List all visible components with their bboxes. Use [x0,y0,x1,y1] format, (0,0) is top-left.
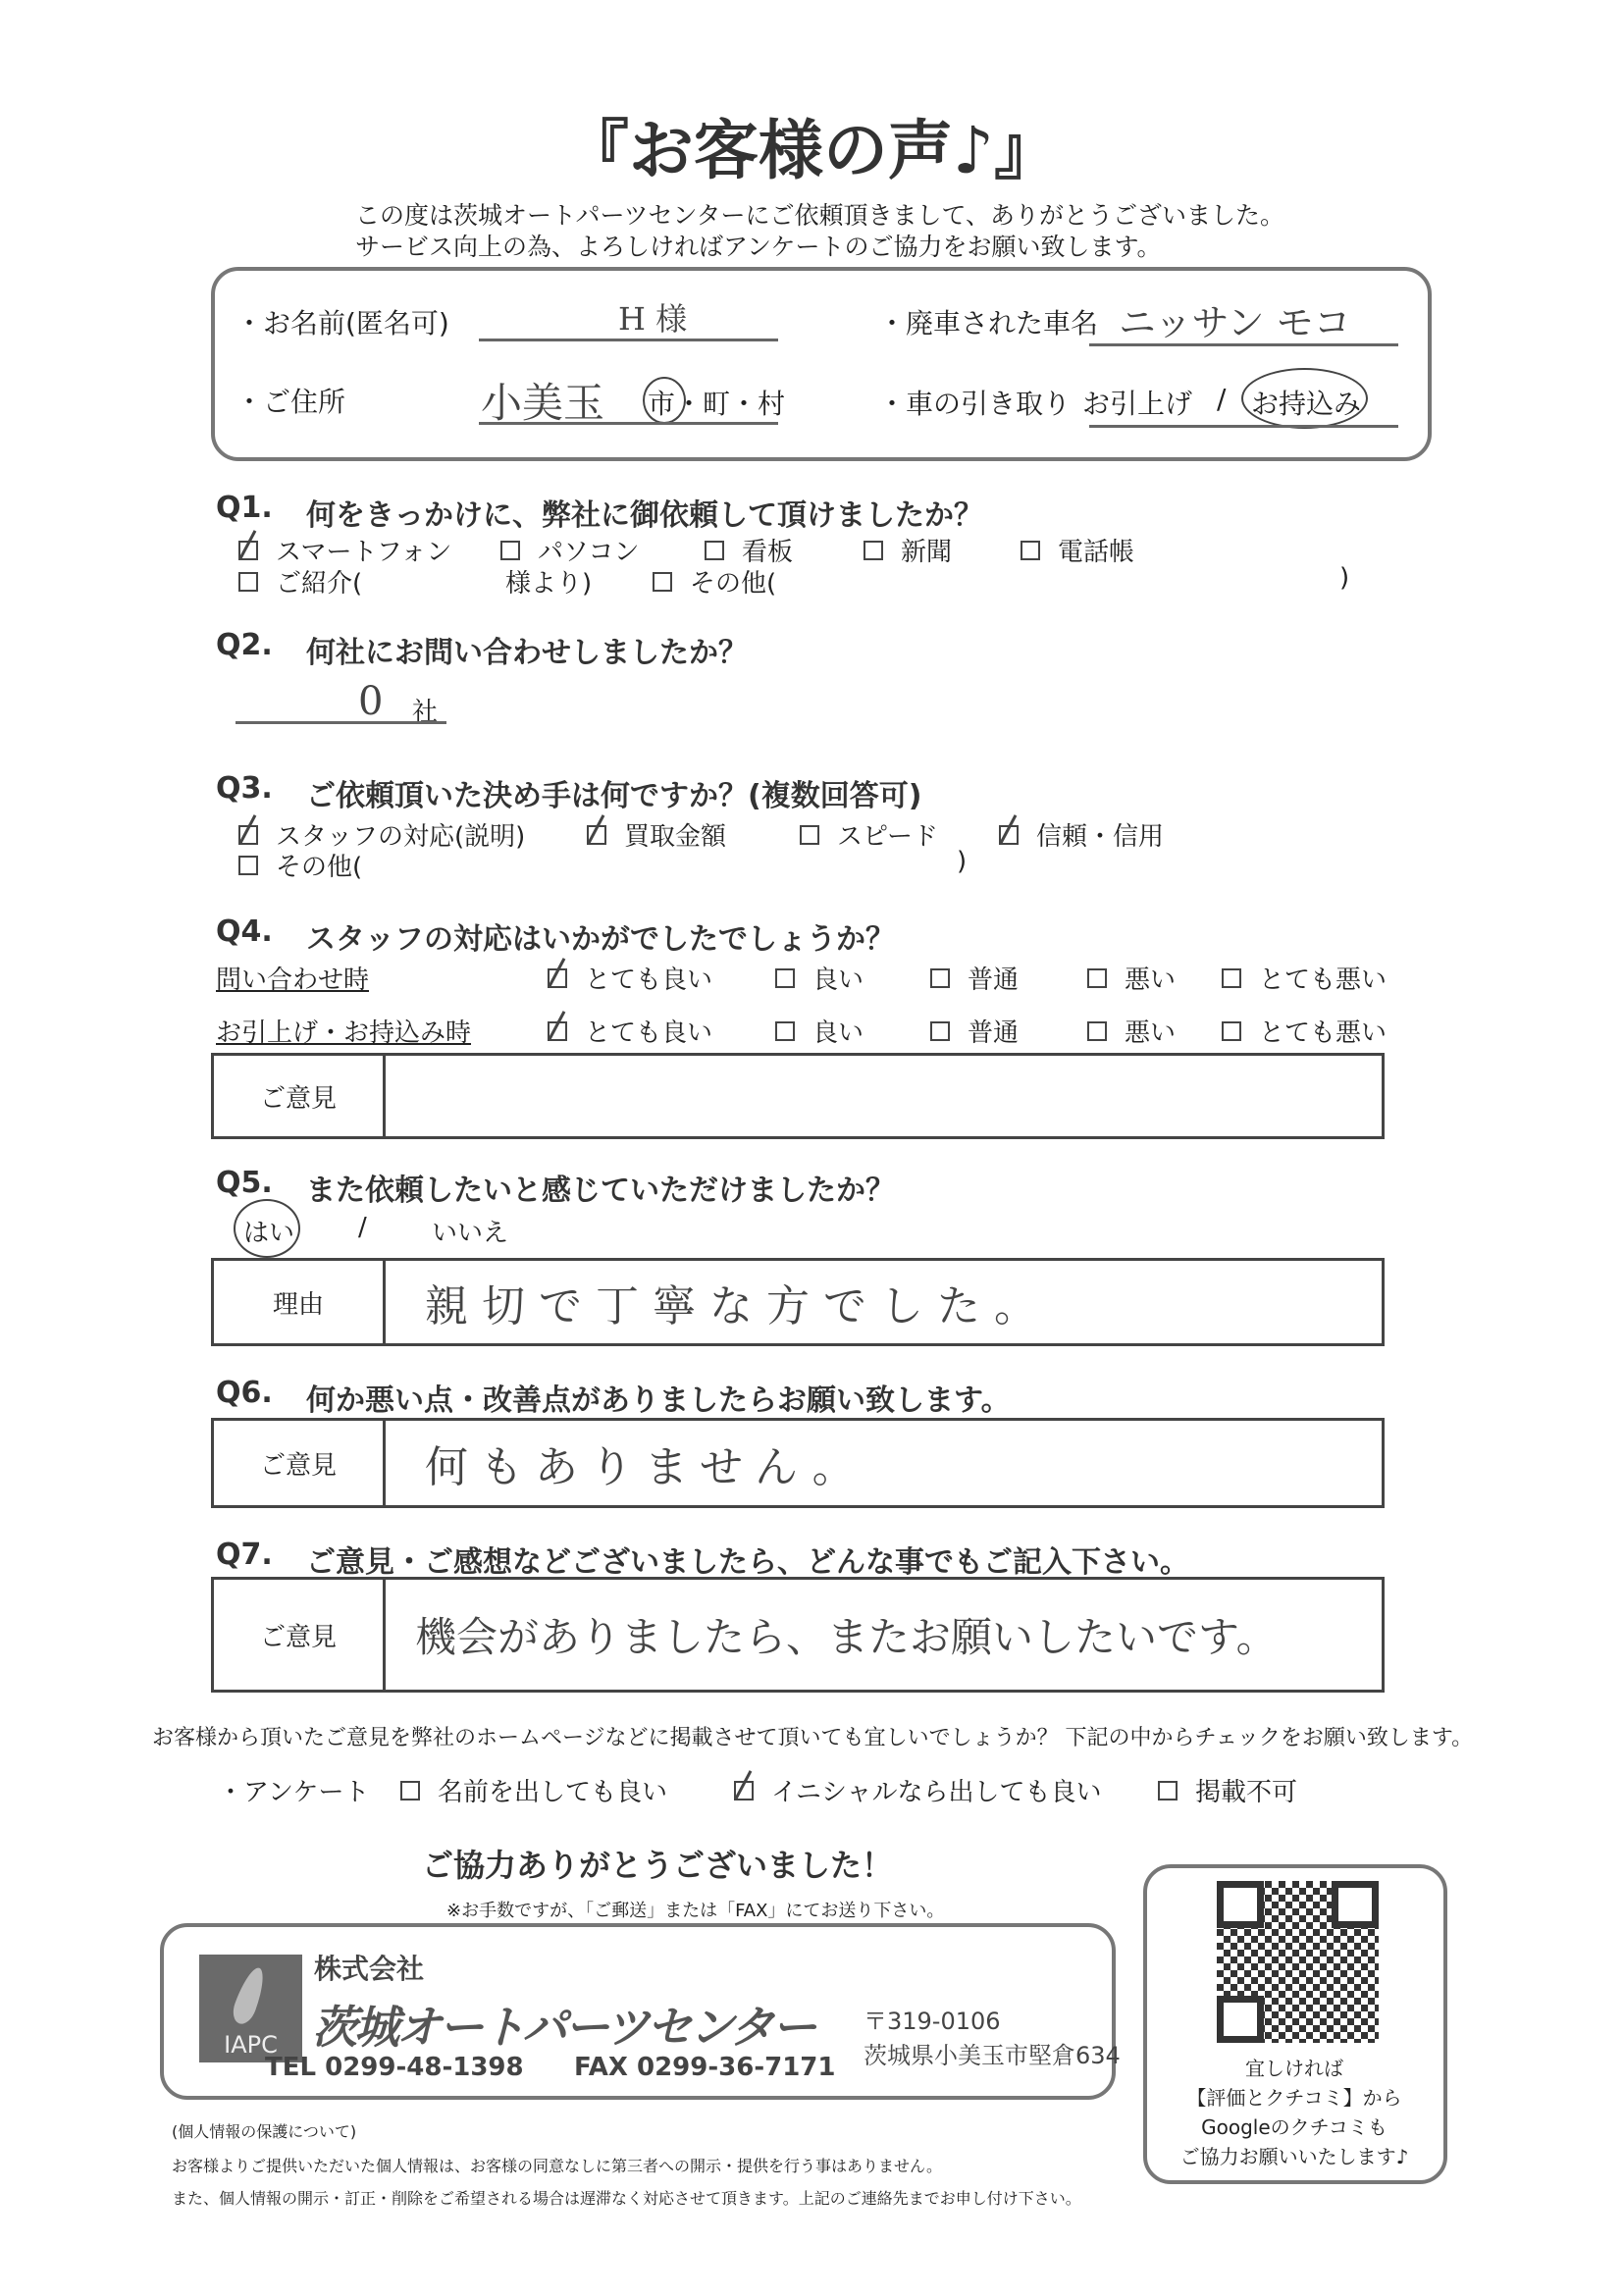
company-tel: TEL 0299-48-1398 [265,2053,524,2082]
q4-inquiry-very-good[interactable]: とても良い [548,960,712,996]
q1-question: 何をきっかけに、弊社に御依頼して頂けましたか？ [306,498,983,533]
address-label: ・ご住所 [236,386,346,418]
address-suffix: 市・町・村 [648,388,786,420]
intro-line-1: この度は茨城オートパーツセンターにご依頼頂きまして、ありがとうございました。 [355,201,1285,230]
q4-comment-box [211,1053,1385,1139]
publish-option-name[interactable]: 名前を出しても良い [400,1772,667,1808]
q6-comment-box [211,1418,1385,1508]
q3-other-close: ) [957,847,968,876]
q1-option-referral[interactable]: ご紹介( [238,563,362,600]
q5-no[interactable]: いいえ [432,1219,509,1248]
company-name: 茨城オートパーツセンター [312,2001,814,2054]
q6-label: Q6. [216,1376,273,1410]
logo-text: IAPC [224,2031,278,2059]
pickup-option-1[interactable]: お引上げ [1082,388,1193,420]
qr-line-3: Googleのクチコミも [1201,2115,1387,2139]
q3-option-staff[interactable]: スタッフの対応(説明) [238,816,525,853]
q4-label: Q4. [216,914,273,949]
q4-comment-value[interactable] [386,1056,1382,1136]
name-value[interactable]: H 様 [618,300,688,338]
q4-inquiry-normal[interactable]: 普通 [930,960,1019,996]
q3-option-speed[interactable]: スピード [800,816,938,853]
q3-label: Q3. [216,771,273,806]
company-address: 茨城県小美玉市堅倉634 [864,2042,1121,2069]
q1-label: Q1. [216,491,273,525]
q1-other-close: ) [1339,563,1350,593]
q7-comment-box [211,1577,1385,1693]
q3-option-trust[interactable]: 信頼・信用 [999,816,1164,853]
q5-yes-circle [234,1199,300,1258]
car-value[interactable]: ニッサン モコ [1119,301,1351,344]
q2-underline [236,721,446,724]
logo-leaf-icon [229,1964,269,2027]
pickup-separator: / [1217,383,1227,415]
publish-option-initial[interactable]: イニシャルなら出しても良い [734,1772,1101,1808]
q1-option-sign[interactable]: 看板 [705,532,793,568]
company-logo [199,1955,302,2062]
thanks-message: ご協力ありがとうございました！ [422,1847,894,1884]
pickup-selected-circle [1241,368,1368,429]
q7-comment-label: ご意見 [214,1580,386,1690]
q7-label: Q7. [216,1538,273,1572]
q2-answer[interactable]: 0 [358,679,384,724]
q1-option-phonebook[interactable]: 電話帳 [1021,532,1134,568]
q6-comment-label: ご意見 [214,1421,386,1505]
q3-option-price[interactable]: 買取金額 [587,816,726,853]
name-underline [479,339,778,341]
q1-option-newspaper[interactable]: 新聞 [864,532,952,568]
q5-separator: / [358,1213,367,1242]
company-fax: FAX 0299-36-7171 [574,2053,836,2082]
qr-line-2: 【評価とクチコミ】から [1186,2086,1402,2110]
q5-reason-label: 理由 [214,1261,386,1343]
q4-inquiry-good[interactable]: 良い [775,960,864,996]
q2-label: Q2. [216,628,273,662]
send-note: ※お手数ですが、「ご郵送」または「FAX」にてお送り下さい。 [446,1901,945,1921]
q4-question: スタッフの対応はいかがでしたでしょうか？ [306,922,895,957]
address-underline [479,422,778,425]
q5-yes[interactable]: はい [243,1219,295,1248]
qr-line-1: 宜しければ [1245,2057,1343,2080]
q4-inquiry-very-bad[interactable]: とても悪い [1222,960,1387,996]
q6-question: 何か悪い点・改善点がありましたらお願い致します。 [306,1383,1011,1418]
qr-line-4: ご協力お願いいたします♪ [1179,2145,1409,2168]
address-value[interactable]: 小美玉 [481,379,605,427]
pickup-label: ・車の引き取り [878,388,1072,420]
q1-option-pc[interactable]: パソコン [500,532,639,568]
name-label: ・お名前(匿名可) [236,307,449,339]
q4-pickup-good[interactable]: 良い [775,1013,864,1049]
qr-code-icon[interactable] [1217,1881,1379,2043]
q5-reason-value[interactable]: 親切で丁寧な方でした。 [425,1281,1051,1331]
car-underline [1089,343,1398,346]
company-type: 株式会社 [314,1953,425,1985]
q7-comment-value[interactable]: 機会がありましたら、またお願いしたいです。 [415,1613,1278,1661]
publish-label: ・アンケート [218,1778,370,1807]
q3-option-other[interactable]: その他( [238,847,362,883]
privacy-line-1: お客様よりご提供いただいた個人情報は、お客様の同意なしに第三者への開示・提供を行う事はありません。 [172,2157,942,2175]
q4-pickup-very-bad[interactable]: とても悪い [1222,1013,1387,1049]
publish-question: お客様から頂いたご意見を弊社のホームページなどに掲載させて頂いても宜しいでしょうか？ 下記の中からチェックをお願い致します。 [152,1726,1474,1750]
privacy-line-2: また、個人情報の開示・訂正・削除をご希望される場合は遅滞なく対応させて頂きます。上記のご連絡先までお申し付け下さい。 [172,2189,1081,2208]
pickup-option-2[interactable]: お持込み [1251,388,1362,420]
intro-line-2: サービス向上の為、よろしければアンケートのご協力をお願い致します。 [355,233,1162,261]
q4-inquiry-bad[interactable]: 悪い [1087,960,1176,996]
q2-unit: 社 [412,698,439,727]
q1-option-other[interactable]: その他( [653,563,776,600]
company-postal: 〒319-0106 [864,2008,1001,2035]
q2-question: 何社にお問い合わせしましたか？ [306,636,748,670]
q6-comment-value[interactable]: 何もありません。 [425,1442,867,1492]
q4-pickup-very-good[interactable]: とても良い [548,1013,712,1049]
q5-question: また依頼したいと感じていただけましたか？ [306,1174,895,1208]
car-label: ・廃車された車名 [878,307,1099,339]
publish-option-no[interactable]: 掲載不可 [1158,1772,1297,1808]
q1-referral-suffix: 様より) [505,569,593,599]
q1-option-smartphone[interactable]: スマートフォン [238,532,451,568]
q4-pickup-bad[interactable]: 悪い [1087,1013,1176,1049]
q4-pickup-normal[interactable]: 普通 [930,1013,1019,1049]
q5-label: Q5. [216,1166,273,1200]
privacy-heading: (個人情報の保護について) [172,2122,357,2141]
q4-row-pickup-label: お引上げ・お持込み時 [216,1018,472,1048]
q7-question: ご意見・ご感想などございましたら、どんな事でもご記入下さい。 [306,1545,1189,1580]
pickup-underline [1089,425,1398,428]
q4-comment-label: ご意見 [214,1056,386,1136]
q5-reason-box [211,1258,1385,1346]
page-title: 『お客様の声♪』 [563,113,1060,188]
q3-question: ご依頼頂いた決め手は何ですか？(複数回答可) [306,779,922,813]
q4-row-inquiry-label: 問い合わせ時 [216,965,370,995]
address-city-circle [643,377,686,424]
